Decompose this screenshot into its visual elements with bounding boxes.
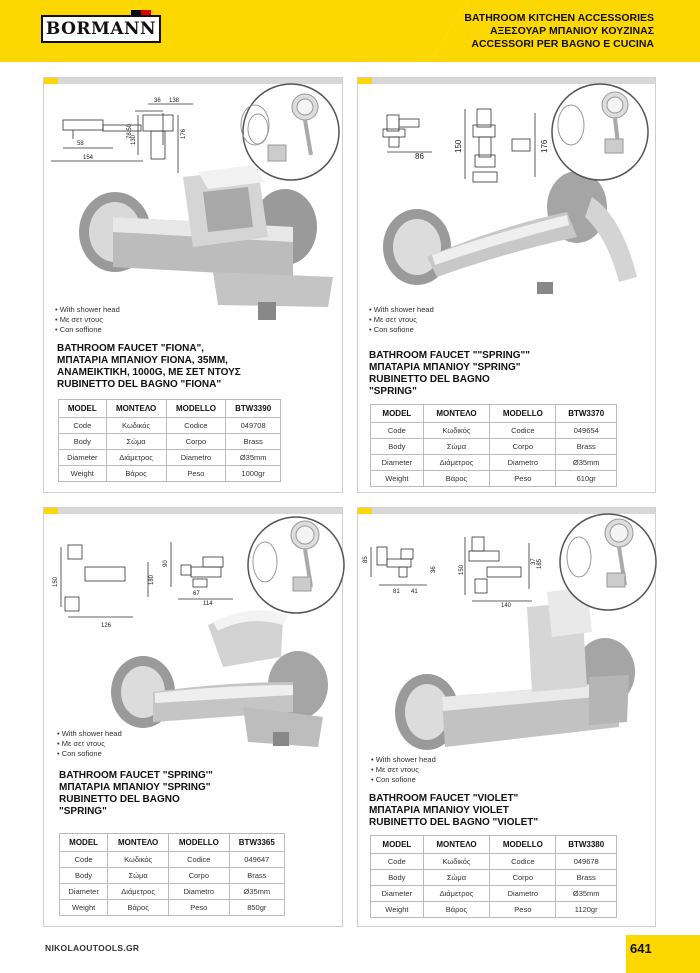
feature-item: • Με σετ ντους [57, 739, 105, 748]
svg-text:36: 36 [431, 566, 437, 573]
fiona-technical-drawing [51, 104, 193, 173]
svg-text:126: 126 [101, 623, 112, 629]
header-line-3: ACCESSORI PER BAGNO E CUCINA [471, 38, 654, 50]
feature-item: • With shower head [55, 305, 120, 314]
header-line-1: BATHROOM KITCHEN ACCESSORIES [464, 12, 654, 24]
shower-head-inset [552, 84, 648, 180]
feature-item: • Con sofione [369, 325, 414, 334]
footer-website-link[interactable]: NIKOLAOUTOOLS.GR [45, 943, 140, 953]
svg-text:176: 176 [181, 128, 187, 139]
violet-spec-table: MODEL ΜΟΝΤΕΛΟ MODELLO BTW3380 Code Κωδικός Codice 049678 Body Σώμα Corpo Brass Diameter Διάμετρος Diametro Ø35mm Weight Βάρος Peso 1120gr [370, 835, 617, 918]
feature-item: • Με σετ ντους [55, 315, 103, 324]
violet-faucet-image [395, 587, 635, 750]
spring-3370-features [369, 305, 434, 335]
svg-text:90: 90 [163, 560, 169, 567]
violet-features [371, 755, 436, 785]
feature-item: • Con sofione [371, 775, 416, 784]
violet-title: BATHROOM FAUCET "VIOLET" ΜΠΑΤΑΡΙΑ ΜΠΑΝΙΟΥ VIOLET RUBINETTO DEL BAGNO "VIOLET" [369, 793, 539, 828]
svg-text:150: 150 [53, 576, 59, 587]
spring-3370-drawings [357, 77, 656, 327]
fiona-features [55, 305, 120, 335]
spring-3365-drawings [43, 507, 343, 757]
spring-3370-faucet-image [383, 171, 637, 294]
feature-item: • With shower head [369, 305, 434, 314]
spring-3370-spec-table: MODEL ΜΟΝΤΕΛΟ MODELLO BTW3370 Code Κωδικός Codice 049654 Body Σώμα Corpo Brass Diameter Διάμετρος Diametro Ø35mm Weight Βάρος Peso 610gr [370, 404, 617, 487]
svg-text:37: 37 [531, 558, 537, 565]
feature-item: • Με σετ ντους [371, 765, 419, 774]
feature-item: • With shower head [371, 755, 436, 764]
spring-3365-faucet-image [111, 610, 328, 747]
fiona-title: BATHROOM FAUCET "FIONA", ΜΠΑΤΑΡΙΑ ΜΠΑΝΙΟΥ FIONA, 35MM, ΑΝΑΜΕΙΚΤΙΚΗ, 1000G, ΜΕ ΣΕΤ ΝΤΟΥΣ RUBINETTO DEL BAGNO "FIONA" [57, 343, 241, 390]
spring-3365-title: BATHROOM FAUCET "SPRING'" ΜΠΑΤΑΡΙΑ ΜΠΑΝΙΟΥ "SPRING" RUBINETTO DEL BAGNO "SPRING" [59, 770, 213, 817]
svg-text:85: 85 [363, 556, 369, 563]
svg-text:86: 86 [415, 152, 424, 161]
feature-item: • Con sofione [57, 749, 102, 758]
fiona-drawings [43, 77, 343, 327]
logo-text: BORMANN [45, 19, 157, 39]
spring-3370-title: BATHROOM FAUCET ""SPRING"" ΜΠΑΤΑΡΙΑ ΜΠΑΝΙΟΥ "SPRING" RUBINETTO DEL BAGNO "SPRING" [369, 350, 531, 397]
svg-text:150: 150 [454, 139, 463, 153]
feature-item: • Με σετ ντους [369, 315, 417, 324]
header-titles [464, 12, 654, 51]
page-header [0, 0, 700, 62]
svg-text:36: 36 [154, 98, 161, 104]
fiona-faucet-image [79, 165, 333, 320]
spring-3365-spec-table: MODEL ΜΟΝΤΕΛΟ MODELLO BTW3365 Code Κωδικός Codice 049647 Body Σώμα Corpo Brass Diameter Διάμετρος Diametro Ø35mm Weight Βάρος Peso 850gr [59, 833, 285, 916]
feature-item: • Con soffione [55, 325, 102, 334]
svg-text:176: 176 [540, 139, 549, 153]
svg-text:114: 114 [203, 601, 213, 607]
svg-text:150: 150 [459, 564, 465, 575]
svg-text:67: 67 [193, 591, 200, 597]
svg-text:138: 138 [169, 98, 180, 104]
svg-text:41: 41 [411, 589, 418, 595]
svg-text:81: 81 [393, 589, 400, 595]
svg-text:140: 140 [501, 603, 512, 609]
shower-head-inset [243, 84, 339, 180]
violet-drawings [357, 507, 656, 767]
spring-3365-features [57, 729, 122, 759]
svg-text:154: 154 [83, 155, 94, 161]
header-line-2: ΑΞΕΣΟΥΑΡ ΜΠΑΝΙΟΥ ΚΟΥΖΙΝΑΣ [489, 25, 654, 37]
feature-item: • With shower head [57, 729, 122, 738]
svg-text:78.50: 78.50 [127, 123, 133, 139]
svg-text:130: 130 [131, 134, 137, 145]
bormann-logo[interactable] [41, 15, 161, 43]
logo-flag [131, 10, 161, 15]
fiona-spec-table: MODEL ΜΟΝΤΕΛΟ MODELLO BTW3390 Code Κωδικός Codice 049708 Body Σώμα Corpo Brass Diameter Διάμετρος Diametro Ø35mm Weight Βάρος Peso 1000gr [58, 399, 281, 482]
svg-text:58: 58 [77, 141, 84, 147]
svg-text:180: 180 [149, 574, 155, 585]
svg-text:185: 185 [537, 558, 543, 569]
page-number: 641 [630, 941, 652, 956]
